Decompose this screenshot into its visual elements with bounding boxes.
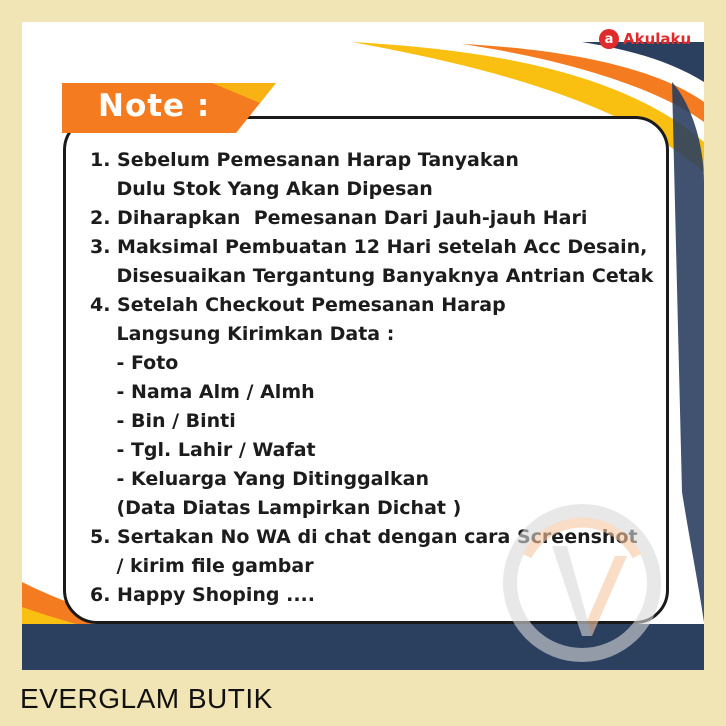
note-line: - Tgl. Lahir / Wafat xyxy=(90,439,316,461)
note-line: 5. Sertakan No WA di chat dengan cara Screenshot xyxy=(90,526,638,548)
note-line: Dulu Stok Yang Akan Dipesan xyxy=(90,178,433,200)
watermark-logo xyxy=(497,496,667,670)
note-line: - Keluarga Yang Ditinggalkan xyxy=(90,468,430,490)
note-line: 3. Maksimal Pembuatan 12 Hari setelah Acc Desain, xyxy=(90,236,648,258)
note-line: 1. Sebelum Pemesanan Harap Tanyakan xyxy=(90,149,519,171)
note-title-tab xyxy=(62,83,276,133)
akulaku-logo-icon: a xyxy=(599,29,619,49)
note-line: (Data Diatas Lampirkan Dichat ) xyxy=(90,497,462,519)
note-line: - Foto xyxy=(90,352,179,374)
note-line: / kirim file gambar xyxy=(90,555,314,577)
akulaku-logo-text: Akulaku xyxy=(623,30,692,48)
akulaku-logo xyxy=(599,28,691,50)
note-line: Langsung Kirimkan Data : xyxy=(90,323,395,345)
footer-store-name: EVERGLAM BUTIK xyxy=(20,683,273,714)
note-line: 2. Diharapkan Pemesanan Dari Jauh-jauh Hari xyxy=(90,207,588,229)
note-line: 4. Setelah Checkout Pemesanan Harap xyxy=(90,294,506,316)
note-line: Disesuaikan Tergantung Banyaknya Antrian Cetak xyxy=(90,265,654,287)
note-line: - Nama Alm / Almh xyxy=(90,381,315,403)
note-title: Note : xyxy=(98,88,211,124)
note-line: - Bin / Binti xyxy=(90,410,236,432)
note-line: 6. Happy Shoping .... xyxy=(90,584,315,606)
